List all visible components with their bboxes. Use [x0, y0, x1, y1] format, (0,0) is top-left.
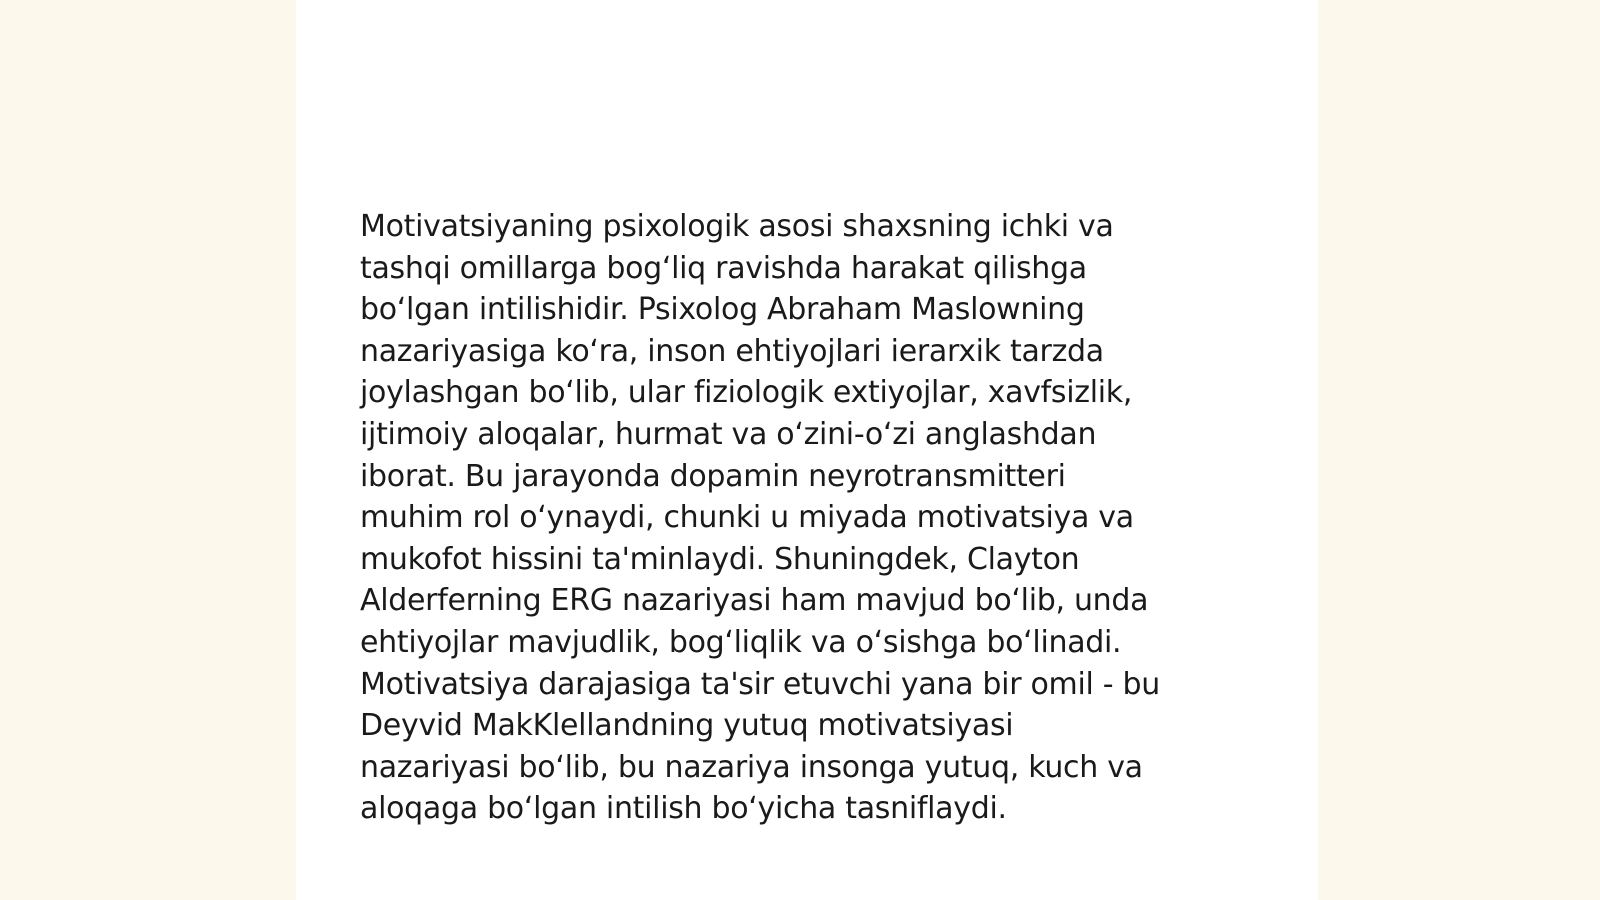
body-paragraph: Motivatsiyaning psixologik asosi shaxsning ichki va tashqi omillarga bog‘liq ravishda harakat qilishga bo‘lgan intilishidir. Psixolog Abraham Maslowning nazariyasiga ko‘ra, inson ehtiyojlari ierarxik tarzda joylashgan bo‘lib, ular fiziologik extiyojlar, xavfsizlik, ijtimoiy aloqalar, hurmat va o‘zini-o‘zi anglashdan iborat. Bu jarayonda dopamin neyrotransmitteri muhim rol o‘ynaydi, chunki u miyada motivatsiya va mukofot hissini ta'minlaydi. Shuningdek, Clayton Alderferning ERG nazariyasi ham mavjud bo‘lib, unda ehtiyojlar mavjudlik, bog‘liqlik va o‘sishga bo‘linadi. Motivatsiya darajasiga ta'sir etuvchi yana bir omil - bu Deyvid MakKlellandning yutuq motivatsiyasi nazariyasi bo‘lib, bu nazariya insonga yutuq, kuch va aloqaga bo‘lgan intilish bo‘yicha tasniflaydi.	[360, 209, 1160, 827]
document-page	[296, 0, 1318, 900]
